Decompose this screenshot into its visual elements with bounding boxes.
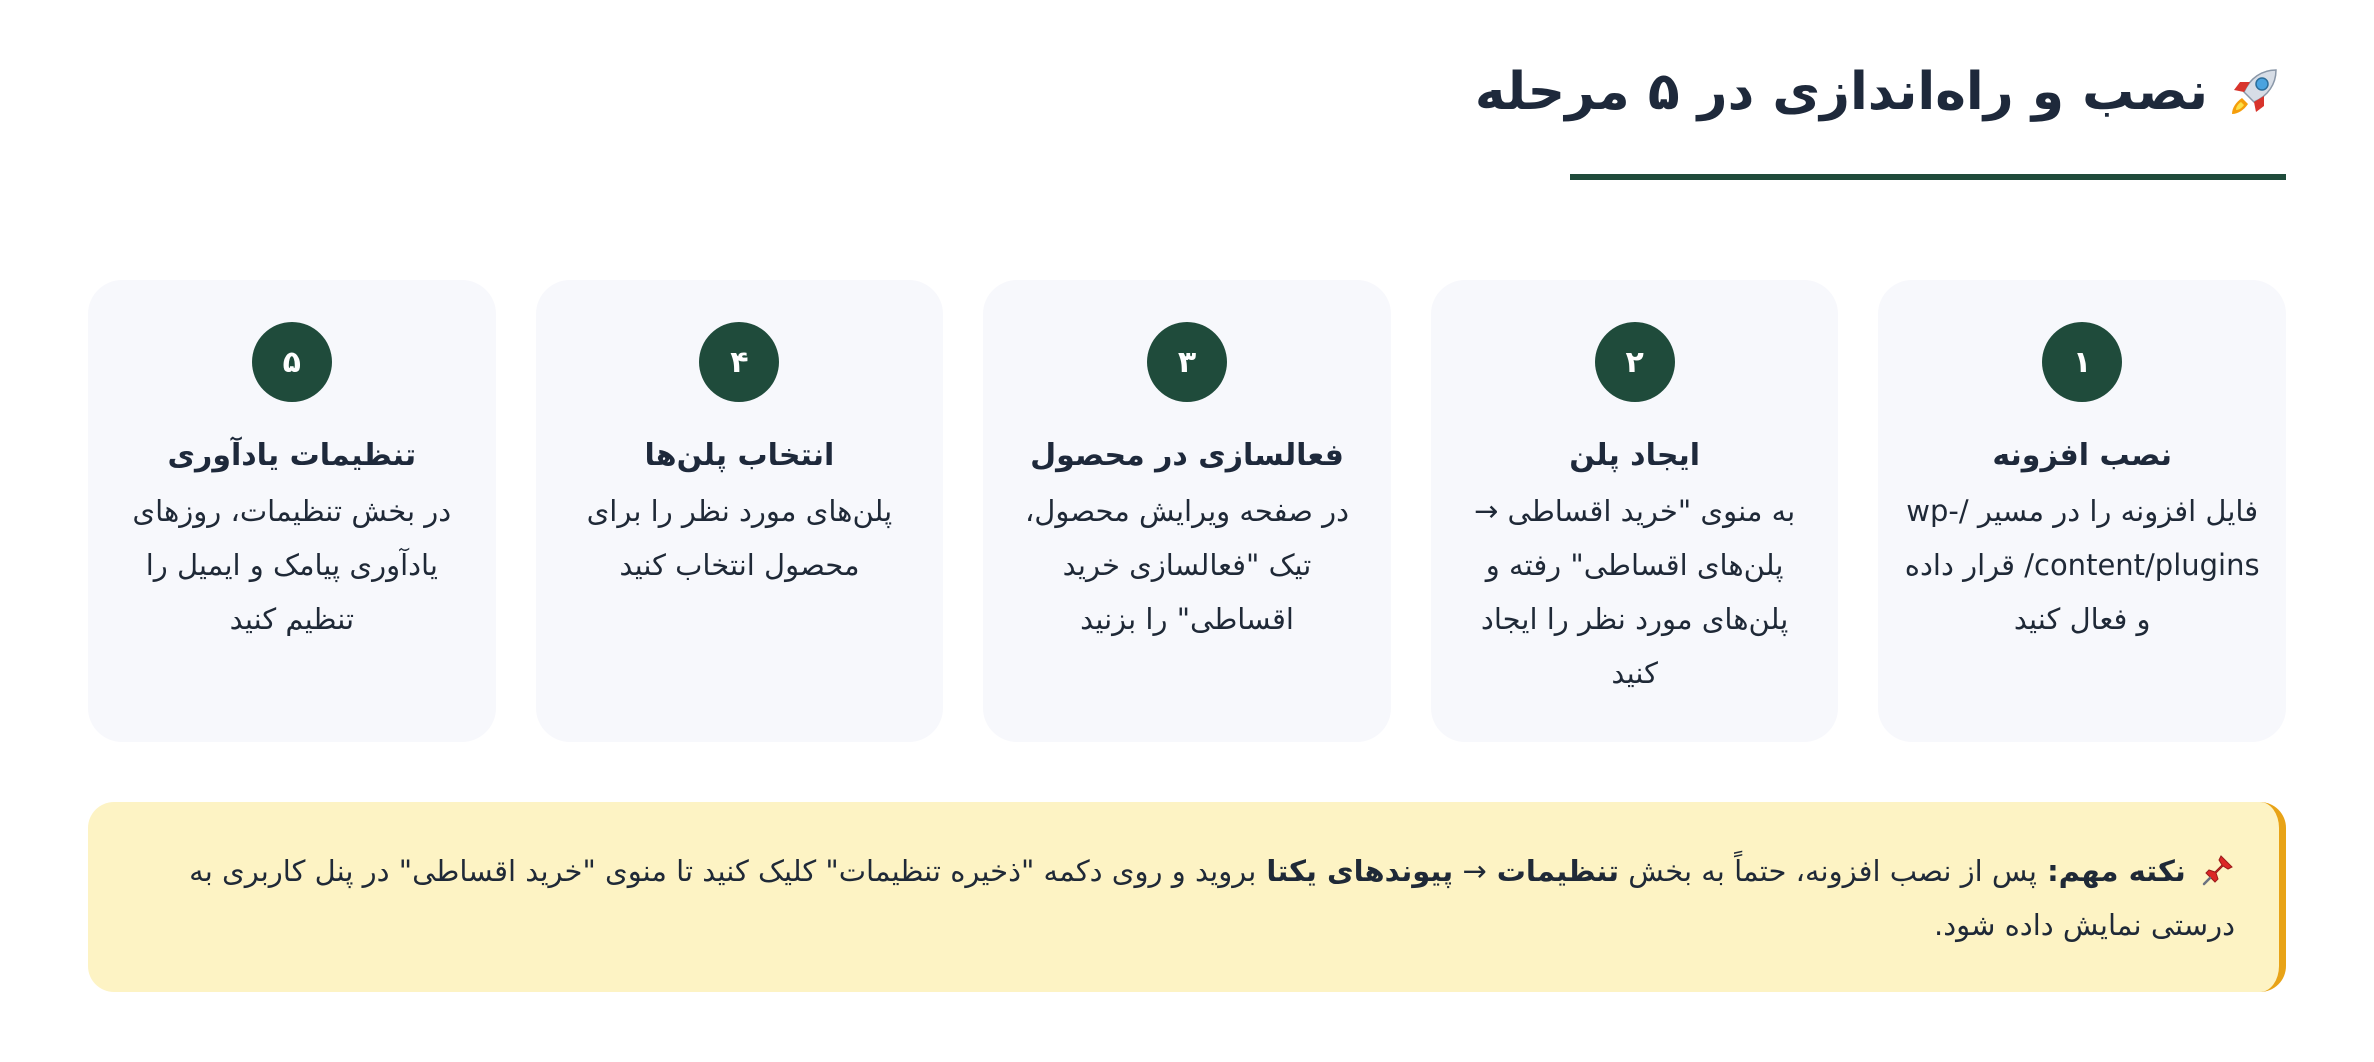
step-number-badge: ۲ bbox=[1595, 322, 1675, 402]
step-card-2 bbox=[1431, 280, 1839, 742]
step-title: تنظیمات یادآوری bbox=[167, 438, 417, 473]
step-description: پلن‌های مورد نظر را برای محصول انتخاب کنید bbox=[586, 494, 893, 582]
rocket-icon bbox=[2222, 60, 2286, 124]
note-arrow: → bbox=[1453, 854, 1487, 888]
pushpin-icon bbox=[2201, 853, 2235, 887]
step-card-1 bbox=[1878, 280, 2286, 742]
page-title: نصب و راه‌اندازی در ۵ مرحله bbox=[1474, 62, 2208, 122]
step-number-badge: ۵ bbox=[252, 322, 332, 402]
step-description: در بخش تنظیمات، روزهای یادآوری پیامک و ایمیل را تنظیم کنید bbox=[132, 494, 452, 636]
note-permalinks-emphasis: پیوندهای یکتا bbox=[1256, 854, 1454, 888]
step-number-badge: ۳ bbox=[1147, 322, 1227, 402]
steps-list bbox=[88, 280, 2286, 742]
title-underline bbox=[1570, 174, 2286, 180]
step-title: فعالسازی در محصول bbox=[1030, 438, 1344, 473]
note-text-part-1: پس از نصب افزونه، حتماً به بخش bbox=[1619, 854, 2037, 888]
step-card-4 bbox=[536, 280, 944, 742]
step-description: به منوی "خرید اقساطی → پلن‌های اقساطی" رفته و پلن‌های مورد نظر را ایجاد کنید bbox=[1474, 494, 1796, 690]
step-title: ایجاد پلن bbox=[1569, 438, 1700, 473]
step-number-badge: ۱ bbox=[2042, 322, 2122, 402]
step-title: انتخاب پلن‌ها bbox=[644, 438, 835, 473]
step-card-3 bbox=[983, 280, 1391, 742]
header bbox=[1475, 52, 2286, 180]
step-description: فایل افزونه را در مسیر /wp-content/plugins/ قرار داده و فعال کنید bbox=[1904, 494, 2260, 636]
page bbox=[88, 0, 2286, 1062]
page-title-row bbox=[1475, 52, 2286, 132]
step-number-badge: ۴ bbox=[699, 322, 779, 402]
note-label: نکته مهم: bbox=[2036, 854, 2186, 888]
step-description: در صفحه ویرایش محصول، تیک "فعالسازی خرید اقساطی" را بزنید bbox=[1024, 494, 1350, 636]
step-card-5 bbox=[88, 280, 496, 742]
note-settings-emphasis: تنظیمات bbox=[1486, 854, 1620, 888]
note-text-part-2: بروید و روی دکمه "ذخیره تنظیمات" کلیک کنید تا منوی "خرید اقساطی" در پنل کاربری به درستی نمایش داده شود. bbox=[189, 854, 2235, 942]
important-note bbox=[88, 802, 2286, 992]
step-title: نصب افزونه bbox=[1992, 438, 2173, 473]
